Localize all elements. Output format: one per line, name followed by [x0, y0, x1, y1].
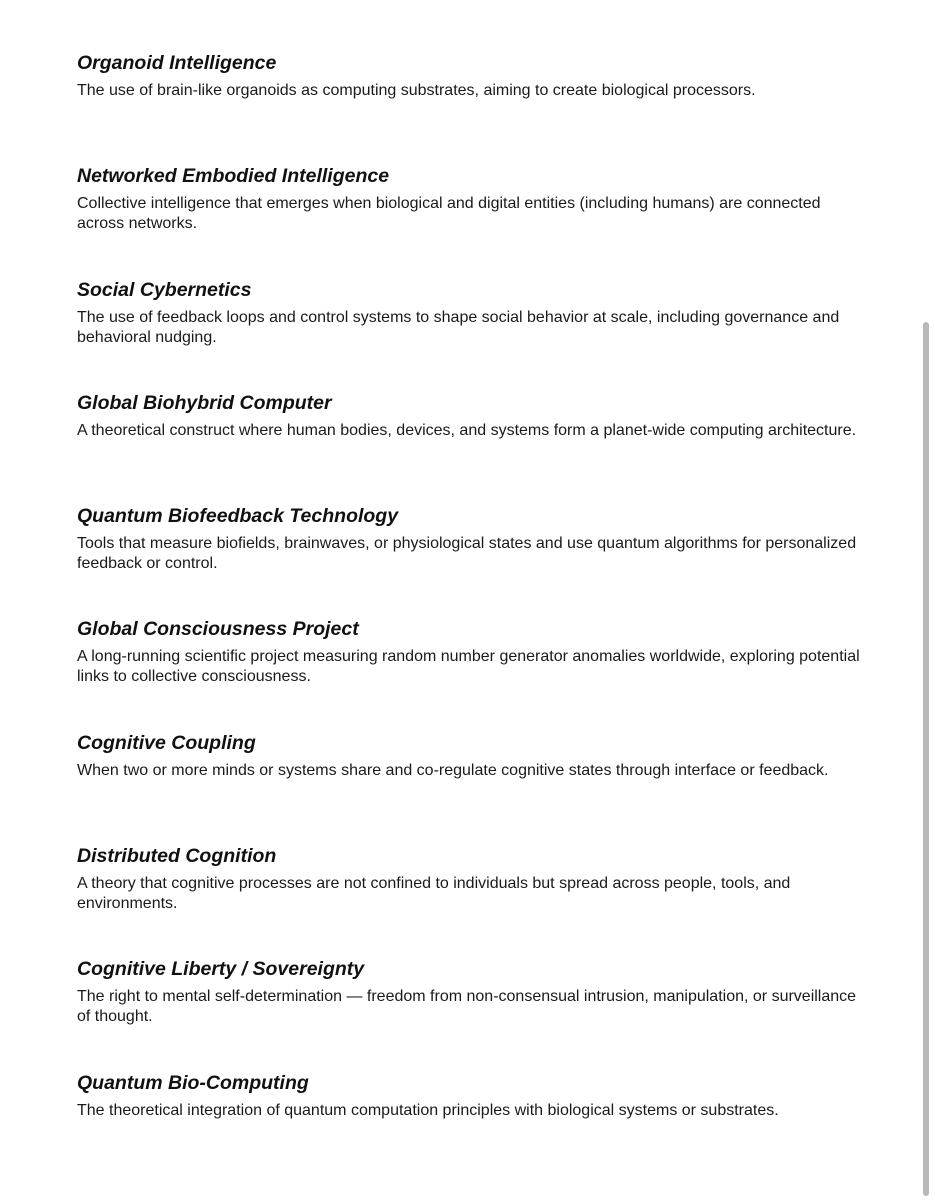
glossary-entry	[77, 390, 867, 503]
glossary-entry	[77, 163, 867, 276]
term-definition: The right to mental self-determination — freedom from non-consensual intrusion, manipulation, or surveillance of thought.	[77, 988, 857, 1026]
term-heading: Organoid Intelligence	[77, 52, 277, 74]
glossary-entry	[77, 730, 867, 843]
term-definition: The use of feedback loops and control systems to shape social behavior at scale, including governance and behavioral nudging.	[77, 308, 840, 346]
term-heading: Networked Embodied Intelligence	[77, 165, 390, 188]
glossary-entry	[77, 1070, 867, 1183]
term-heading: Cognitive Coupling	[77, 731, 256, 754]
glossary-entry	[77, 50, 867, 163]
glossary-entry	[77, 277, 867, 390]
term-definition: The theoretical integration of quantum computation principles with biological systems or substrates.	[77, 1101, 779, 1119]
term-heading: Global Biohybrid Computer	[77, 391, 332, 414]
term-definition: Collective intelligence that emerges when biological and digital entities (including humans) are connected across networks.	[77, 195, 821, 233]
term-heading: Distributed Cognition	[77, 845, 277, 868]
glossary-entry	[77, 843, 867, 956]
vertical-scrollbar[interactable]	[923, 322, 929, 1196]
glossary-entry	[77, 616, 867, 729]
term-heading: Quantum Bio-Computing	[77, 1071, 309, 1094]
term-heading: Social Cybernetics	[77, 278, 252, 301]
term-heading: Cognitive Liberty / Sovereignty	[77, 958, 365, 981]
term-definition: A theory that cognitive processes are not confined to individuals but spread across people, tools, and environments.	[77, 875, 791, 913]
glossary-entry	[77, 956, 867, 1069]
term-heading: Global Consciousness Project	[77, 618, 359, 641]
term-definition: A long-running scientific project measuring random number generator anomalies worldwide, exploring potential links to collective consciousness.	[77, 648, 860, 686]
term-definition: When two or more minds or systems share and co-regulate cognitive states through interface or feedback.	[77, 761, 829, 779]
glossary-entry	[77, 503, 867, 616]
term-definition: A theoretical construct where human bodies, devices, and systems form a planet-wide computing architecture.	[77, 421, 857, 439]
glossary-document	[77, 50, 867, 1183]
term-heading: Quantum Biofeedback Technology	[77, 505, 399, 528]
term-definition: The use of brain-like organoids as computing substrates, aiming to create biological processors.	[77, 82, 756, 99]
term-definition: Tools that measure biofields, brainwaves, or physiological states and use quantum algorithms for personalized feedback or control.	[77, 535, 857, 573]
